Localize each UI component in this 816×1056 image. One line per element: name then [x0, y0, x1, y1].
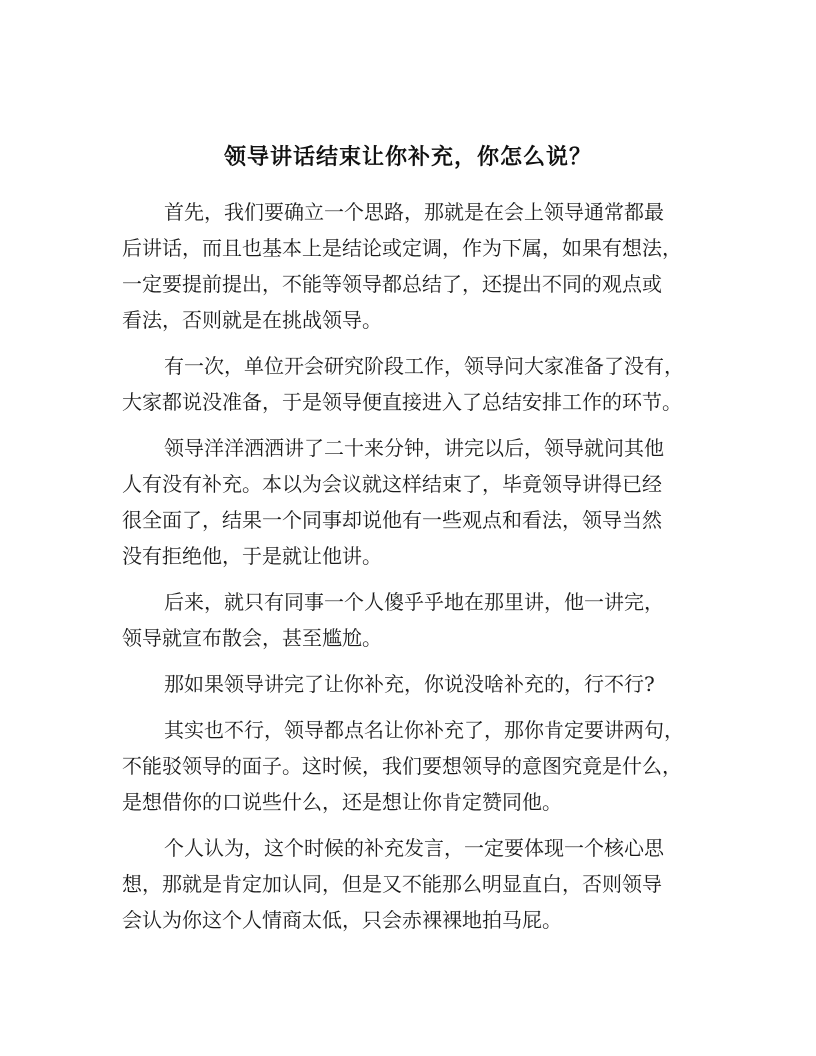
paragraph-line: 领导洋洋洒洒讲了二十来分钟，讲完以后，领导就问其他 — [164, 436, 664, 460]
paragraph-6 — [122, 712, 712, 820]
paragraph-line: 想，那就是肯定加认同，但是又不能那么明显直白，否则领导 — [122, 872, 662, 896]
paragraph-line: 会认为你这个人情商太低，只会赤裸裸地拍马屁。 — [122, 908, 562, 932]
paragraph-1 — [122, 194, 712, 338]
paragraph-line: 后来，就只有同事一个人傻乎乎地在那里讲，他一讲完， — [164, 590, 664, 614]
paragraph-4 — [122, 584, 712, 656]
paragraph-line: 看法，否则就是在挑战领导。 — [122, 308, 382, 332]
paragraph-line: 有一次，单位开会研究阶段工作，领导问大家准备了没有， — [164, 354, 684, 378]
paragraph-3 — [122, 430, 712, 574]
paragraph-line: 大家都说没准备，于是领导便直接进入了总结安排工作的环节。 — [122, 390, 682, 414]
paragraph-line: 不能驳领导的面子。这时候，我们要想领导的意图究竟是什么， — [122, 754, 682, 778]
paragraph-line: 那如果领导讲完了让你补充，你说没啥补充的，行不行? — [164, 672, 655, 696]
paragraph-5 — [122, 666, 712, 702]
paragraph-line: 很全面了，结果一个同事却说他有一些观点和看法，领导当然 — [122, 508, 662, 532]
paragraph-line: 一定要提前提出，不能等领导都总结了，还提出不同的观点或 — [122, 272, 662, 296]
paragraph-7 — [122, 830, 712, 938]
paragraph-line: 没有拒绝他，于是就让他讲。 — [122, 544, 382, 568]
paragraph-line: 后讲话，而且也基本上是结论或定调，作为下属，如果有想法， — [122, 236, 682, 260]
paragraph-line: 其实也不行，领导都点名让你补充了，那你肯定要讲两句， — [164, 718, 684, 742]
paragraph-line: 是想借你的口说些什么，还是想让你肯定赞同他。 — [122, 790, 562, 814]
document-body — [122, 194, 712, 948]
paragraph-line: 人有没有补充。本以为会议就这样结束了，毕竟领导讲得已经 — [122, 472, 662, 496]
paragraph-line: 首先，我们要确立一个思路，那就是在会上领导通常都最 — [164, 200, 664, 224]
paragraph-2 — [122, 348, 712, 420]
paragraph-line: 个人认为，这个时候的补充发言，一定要体现一个核心思 — [164, 836, 664, 860]
document-title: 领导讲话结束让你补充，你怎么说？ — [223, 145, 592, 170]
paragraph-line: 领导就宣布散会，甚至尴尬。 — [122, 626, 382, 650]
